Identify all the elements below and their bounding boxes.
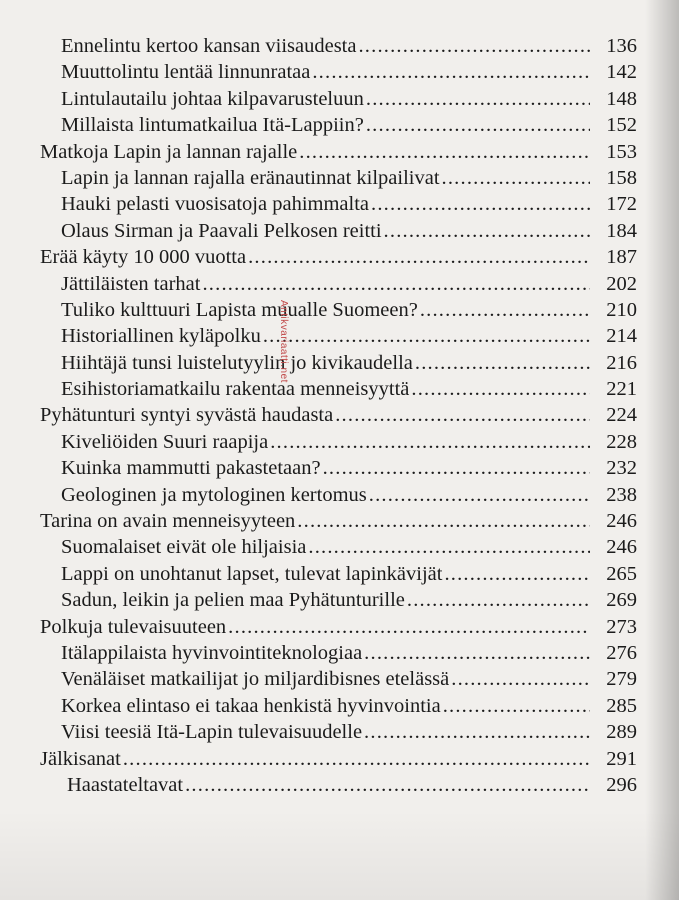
dot-leader [228, 614, 590, 640]
dot-leader [297, 508, 590, 534]
toc-section [0, 587, 679, 613]
dot-leader [364, 640, 590, 666]
toc-section [0, 218, 679, 244]
toc-section [0, 165, 679, 191]
toc-section [0, 482, 679, 508]
dot-leader [358, 33, 590, 59]
toc-section [0, 376, 679, 402]
toc-chapter [0, 402, 679, 428]
dot-leader [185, 772, 590, 798]
toc-entry-title: Haastateltavat [67, 773, 184, 796]
dot-leader [411, 376, 590, 402]
toc-page-number: 232 [606, 457, 637, 480]
toc-section [0, 59, 679, 85]
toc-section [0, 112, 679, 138]
toc-entry-title: Jättiläisten tarhat [61, 272, 201, 295]
toc-entry-title: Pyhätunturi syntyi syvästä haudasta [40, 404, 334, 427]
dot-leader [263, 323, 590, 349]
toc-page-number: 136 [606, 35, 637, 57]
toc-entry-title: Sadun, leikin ja pelien maa Pyhätunturille [61, 589, 405, 612]
toc-section [0, 429, 679, 455]
dot-leader [451, 666, 590, 692]
toc-page-number: 296 [606, 773, 637, 796]
dot-leader [123, 746, 590, 772]
toc-page-number: 224 [606, 404, 637, 427]
toc-entry-title: Jälkisanat [40, 747, 121, 770]
dot-leader [202, 271, 590, 297]
toc-entry-title: Polkuja tulevaisuuteen [40, 615, 227, 638]
toc-page-number: 291 [606, 747, 637, 770]
dot-leader [312, 59, 590, 85]
toc-chapter [0, 508, 679, 534]
dot-leader [442, 165, 590, 191]
toc-entry-title: Kiveliöiden Suuri raapija [61, 430, 269, 453]
toc-entry-title: Esihistoriamatkailu rakentaa menneisyyttä [61, 378, 410, 401]
toc-entry-title: Geologinen ja mytologinen kertomus [61, 483, 367, 506]
toc-page-number: 221 [606, 378, 637, 401]
toc-section [0, 772, 679, 798]
dot-leader [420, 297, 590, 323]
dot-leader [415, 350, 590, 376]
toc-entry-title: Erää käyty 10 000 vuotta [40, 246, 247, 269]
toc-entry-title: Matkoja Lapin ja lannan rajalle [40, 140, 298, 163]
dot-leader [443, 693, 590, 719]
toc-section [0, 666, 679, 692]
toc-entry-title: Lapin ja lannan rajalla eränautinnat kilpailivat [61, 166, 440, 189]
toc-chapter [0, 244, 679, 270]
toc-page-number: 158 [606, 166, 637, 189]
page-bottom-shadow [0, 810, 679, 900]
toc-page-number: 228 [606, 430, 637, 453]
toc-chapter [0, 139, 679, 165]
dot-leader [270, 429, 590, 455]
toc-page-number: 187 [606, 246, 637, 269]
dot-leader [364, 719, 590, 745]
toc-page-number: 276 [606, 641, 637, 664]
dot-leader [369, 482, 590, 508]
toc-section [0, 297, 679, 323]
toc-page-number: 265 [606, 562, 637, 585]
toc-entry-title: Millaista lintumatkailua Itä-Lappiin? [61, 114, 364, 137]
toc-page-number: 153 [606, 140, 637, 163]
toc-entry-title: Hauki pelasti vuosisatoja pahimmalta [61, 193, 370, 216]
toc-page-number: 172 [606, 193, 637, 216]
dot-leader [308, 534, 590, 560]
toc-entry-title: Lintulautailu johtaa kilpavarusteluun [61, 87, 364, 110]
toc-page-number: 152 [606, 114, 637, 137]
toc-page-number: 210 [606, 298, 637, 321]
dot-leader [371, 191, 590, 217]
toc-chapter [0, 614, 679, 640]
toc-section [0, 534, 679, 560]
dot-leader [366, 86, 590, 112]
dot-leader [299, 139, 590, 165]
watermark-stamp: Antikvariaatti.net [278, 300, 289, 383]
toc-entry-title: Muuttolintu lentää linnunrataa [61, 61, 311, 84]
toc-section [0, 271, 679, 297]
dot-leader [323, 455, 590, 481]
toc-entry-title: Olaus Sirman ja Paavali Pelkosen reitti [61, 219, 382, 242]
toc-section [0, 455, 679, 481]
table-of-contents [0, 33, 679, 798]
toc-page-number: 142 [606, 61, 637, 84]
toc-entry-title: Lappi on unohtanut lapset, tulevat lapinkävijät [61, 562, 443, 585]
toc-page-number: 285 [606, 694, 637, 717]
toc-entry-title: Kuinka mammutti pakastetaan? [61, 457, 321, 480]
toc-entry-title: Viisi teesiä Itä-Lapin tulevaisuudelle [61, 721, 363, 744]
toc-section [0, 86, 679, 112]
toc-entry-title: Historiallinen kyläpolku [61, 325, 261, 348]
toc-section [0, 191, 679, 217]
toc-entry-title: Korkea elintaso ei takaa henkistä hyvinvointia [61, 694, 441, 717]
dot-leader [407, 587, 590, 613]
toc-entry-title: Tarina on avain menneisyyteen [40, 510, 296, 533]
toc-page-number: 238 [606, 483, 637, 506]
toc-page-number: 184 [606, 219, 637, 242]
toc-section [0, 693, 679, 719]
dot-leader [366, 112, 590, 138]
toc-page-number: 269 [606, 589, 637, 612]
toc-entry-title: Itälappilaista hyvinvointiteknologiaa [61, 641, 363, 664]
toc-entry-title: Venäläiset matkailijat jo miljardibisnes etelässä [61, 668, 450, 691]
toc-entry-title: Tuliko kulttuuri Lapista muualle Suomeen? [61, 298, 418, 321]
dot-leader [335, 402, 590, 428]
toc-section [0, 323, 679, 349]
toc-section [0, 719, 679, 745]
toc-page-number: 202 [606, 272, 637, 295]
toc-entry-title: Suomalaiset eivät ole hiljaisia [61, 536, 307, 559]
dot-leader [444, 561, 590, 587]
toc-entry-title: Hiihtäjä tunsi luistelutyylin jo kivikaudella [61, 351, 413, 374]
toc-page-number: 148 [606, 87, 637, 110]
toc-section [0, 640, 679, 666]
toc-page-number: 216 [606, 351, 637, 374]
toc-section [0, 561, 679, 587]
toc-page-number: 273 [606, 615, 637, 638]
toc-page-number: 246 [606, 536, 637, 559]
toc-section [0, 350, 679, 376]
toc-section [0, 33, 679, 59]
toc-page-number: 279 [606, 668, 637, 691]
toc-page-number: 289 [606, 721, 637, 744]
toc-page-number: 246 [606, 510, 637, 533]
toc-chapter [0, 746, 679, 772]
toc-entry-title: Ennelintu kertoo kansan viisaudesta [61, 35, 357, 57]
toc-page-number: 214 [606, 325, 637, 348]
dot-leader [248, 244, 590, 270]
dot-leader [384, 218, 590, 244]
